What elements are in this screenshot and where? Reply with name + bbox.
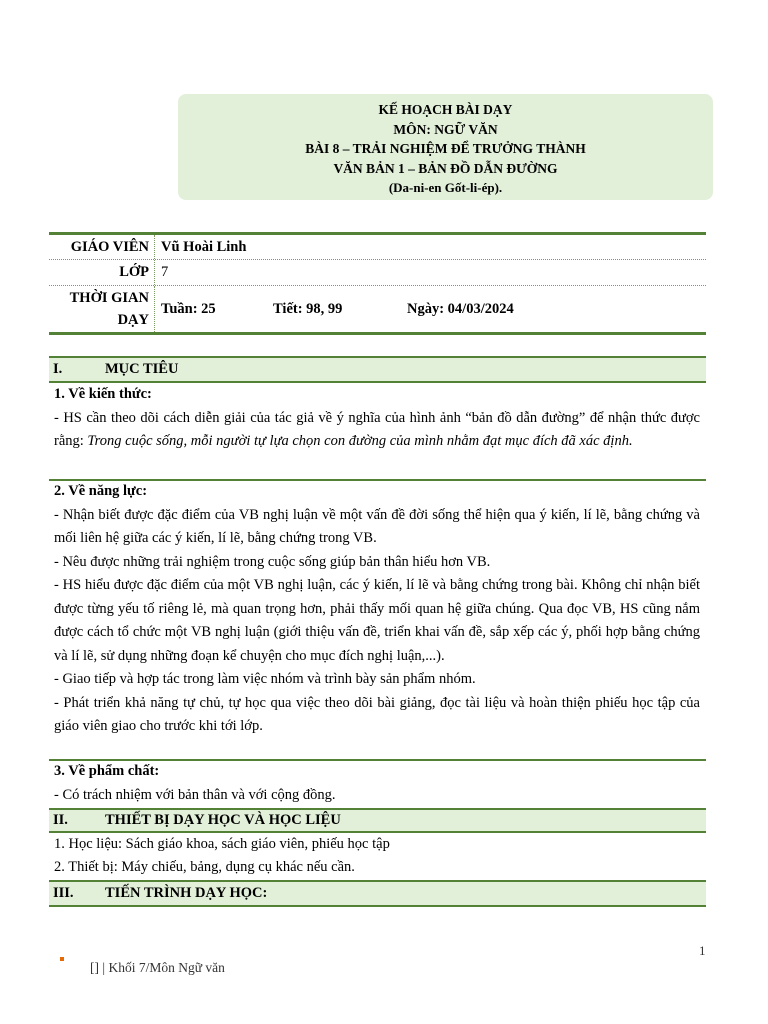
footer-bullet-icon bbox=[60, 957, 64, 961]
ability-heading: 2. Về năng lực: bbox=[54, 483, 148, 499]
header-text-title: VĂN BẢN 1 – BẢN ĐỒ DẪN ĐƯỜNG bbox=[333, 160, 558, 176]
ability-block bbox=[54, 480, 700, 739]
date-value: Ngày: 04/03/2024 bbox=[407, 300, 514, 317]
footer-text: [] | Khối 7/Môn Ngữ văn bbox=[90, 960, 225, 975]
period-value: Tiết: 98, 99 bbox=[273, 300, 343, 317]
knowledge-text bbox=[54, 407, 700, 454]
header-author: (Da-ni-en Gốt-li-ép). bbox=[388, 180, 503, 195]
quality-heading: 3. Về phẩm chất: bbox=[54, 763, 160, 779]
header-lesson: BÀI 8 – TRẢI NGHIỆM ĐỂ TRƯỞNG THÀNH bbox=[305, 141, 586, 156]
class-value: 7 bbox=[161, 264, 169, 280]
teacher-info-table bbox=[49, 232, 706, 335]
time-label-line1: THỜI GIAN bbox=[69, 290, 149, 306]
header-subject: MÔN: NGỮ VĂN bbox=[393, 121, 498, 137]
teacher-row bbox=[49, 235, 706, 260]
quality-text: - Có trách nhiệm với bản thân và với cộng đồng. bbox=[54, 786, 336, 803]
equipment-item: 2. Thiết bị: Máy chiếu, bảng, dụng cụ khác nếu cần. bbox=[54, 859, 355, 875]
section-process-heading bbox=[49, 880, 706, 907]
ability-item: - HS hiểu được đặc điểm của một VB nghị luận, các ý kiến, lí lẽ và bằng chứng trong bài. Không chỉ nhận biết được từng yếu tố riêng lẻ, mà quan trọng hơn, phải thấy mối quan hệ giữa chúng. Qua đọc VB, HS cũng nắm được cách tổ chức một VB nghị luận (giới thiệu vấn đề, triển khai vấn đề, sắp xếp các ý, phối hợp bằng chứng và lí lẽ, sử dụng những đoạn kể chuyện cho mục đích nghị luận,...). bbox=[54, 577, 700, 664]
knowledge-block bbox=[54, 383, 700, 454]
class-row bbox=[49, 260, 706, 286]
time-row bbox=[49, 286, 706, 332]
equipment-item: 1. Học liệu: Sách giáo khoa, sách giáo viên, phiếu học tập bbox=[54, 836, 390, 852]
quality-block bbox=[54, 760, 700, 807]
header-title: KẾ HOẠCH BÀI DẠY bbox=[378, 102, 513, 117]
lesson-plan-header bbox=[178, 94, 713, 200]
section-title: THIẾT BỊ DẠY HỌC VÀ HỌC LIỆU bbox=[105, 812, 341, 828]
equipment-block bbox=[54, 833, 700, 879]
knowledge-heading: 1. Về kiến thức: bbox=[54, 386, 152, 402]
week-value: Tuần: 25 bbox=[161, 300, 216, 317]
class-label: LỚP bbox=[49, 260, 155, 285]
section-number: III. bbox=[53, 885, 74, 901]
time-label-line2: DẠY bbox=[117, 312, 149, 328]
section-title: MỤC TIÊU bbox=[105, 361, 179, 377]
knowledge-text-plain: - HS cần theo dõi cách diễn giải của tác giả về ý nghĩa của hình ảnh “bản đồ dẫn đường” để nhận thức được rằng: bbox=[54, 409, 700, 449]
time-value bbox=[155, 286, 706, 332]
section-objectives-heading bbox=[49, 356, 706, 383]
section-title: TIẾN TRÌNH DẠY HỌC: bbox=[105, 885, 268, 901]
section-number: I. bbox=[53, 361, 63, 377]
ability-item: - Nêu được những trải nghiệm trong cuộc sống giúp bản thân hiểu hơn VB. bbox=[54, 553, 491, 570]
section-equipment-heading bbox=[49, 808, 706, 833]
ability-item: - Giao tiếp và hợp tác trong làm việc nhóm và trình bày sản phẩm nhóm. bbox=[54, 671, 476, 687]
page-number: 1 bbox=[699, 943, 706, 958]
teacher-label: GIÁO VIÊN bbox=[49, 235, 155, 259]
ability-item: - Phát triển khả năng tự chủ, tự học qua việc theo dõi bài giảng, đọc tài liệu và hoàn thiện phiếu học tập của giáo viên giao cho trước khi tới lớp. bbox=[54, 694, 700, 734]
section-number: II. bbox=[53, 812, 68, 828]
knowledge-text-italic: Trong cuộc sống, mỗi người tự lựa chọn con đường của mình nhằm đạt mục đích đã xác định. bbox=[87, 433, 633, 449]
teacher-value: Vũ Hoài Linh bbox=[161, 239, 247, 255]
time-label bbox=[49, 286, 155, 332]
ability-item: - Nhận biết được đặc điểm của VB nghị luận về một vấn đề đời sống thể hiện qua ý kiến, lí lẽ, bằng chứng và mối liên hệ giữa các ý kiến, lí lẽ, bằng chứng trong VB. bbox=[54, 506, 700, 546]
